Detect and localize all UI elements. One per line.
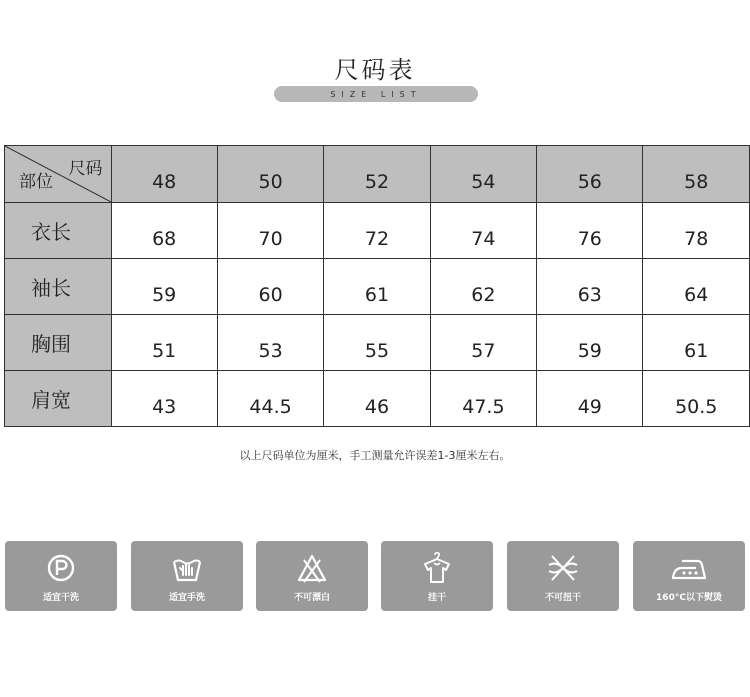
corner-cell xyxy=(5,146,112,203)
care-label: 160°C以下熨烫 xyxy=(656,593,722,603)
table-cell: 72 xyxy=(324,203,430,259)
table-cell: 60 xyxy=(217,259,323,315)
care-card-hand-wash xyxy=(131,541,243,611)
table-cell: 62 xyxy=(430,259,536,315)
table-cell: 47.5 xyxy=(430,371,536,427)
table-cell: 59 xyxy=(111,259,217,315)
table-cell: 78 xyxy=(643,203,750,259)
row-label: 衣长 xyxy=(5,203,112,259)
table-cell: 61 xyxy=(643,315,750,371)
no-bleach-icon xyxy=(256,551,368,585)
table-cell: 53 xyxy=(217,315,323,371)
care-label: 适宜干洗 xyxy=(42,593,79,603)
table-row xyxy=(5,259,750,315)
subtitle-text: SIZE LIST xyxy=(330,89,422,99)
table-cell: 46 xyxy=(324,371,430,427)
table-cell: 63 xyxy=(537,259,643,315)
care-label: 不可漂白 xyxy=(293,593,330,603)
table-cell: 68 xyxy=(111,203,217,259)
table-cell: 49 xyxy=(537,371,643,427)
table-cell: 50.5 xyxy=(643,371,750,427)
iron-icon xyxy=(633,551,745,585)
care-label: 挂干 xyxy=(427,593,446,603)
size-table xyxy=(4,145,750,427)
table-row xyxy=(5,203,750,259)
table-row xyxy=(5,315,750,371)
row-label: 胸围 xyxy=(5,315,112,371)
corner-part-label: 部位 xyxy=(19,172,53,192)
dry-clean-icon xyxy=(5,551,117,585)
care-label: 不可扭干 xyxy=(544,593,581,603)
size-header: 48 xyxy=(111,146,217,203)
size-header: 50 xyxy=(217,146,323,203)
hang-dry-icon xyxy=(381,551,493,585)
table-cell: 61 xyxy=(324,259,430,315)
table-cell: 43 xyxy=(111,371,217,427)
size-header: 56 xyxy=(537,146,643,203)
measurement-note: 以上尺码单位为厘米，手工测量允许误差1-3厘米左右。 xyxy=(239,449,511,462)
care-card-no-bleach xyxy=(256,541,368,611)
care-card-dry-clean xyxy=(5,541,117,611)
table-cell: 70 xyxy=(217,203,323,259)
table-cell: 59 xyxy=(537,315,643,371)
size-header-row xyxy=(5,146,750,203)
table-cell: 44.5 xyxy=(217,371,323,427)
table-cell: 64 xyxy=(643,259,750,315)
hand-wash-icon xyxy=(131,551,243,585)
care-label: 适宜手洗 xyxy=(168,593,205,603)
care-card-iron xyxy=(633,541,745,611)
row-label: 肩宽 xyxy=(5,371,112,427)
corner-size-label: 尺码 xyxy=(68,159,103,179)
table-cell: 55 xyxy=(324,315,430,371)
size-header: 52 xyxy=(324,146,430,203)
row-label: 袖长 xyxy=(5,259,112,315)
no-wring-icon xyxy=(507,551,619,585)
subtitle-pill xyxy=(274,86,478,102)
care-card-hang-dry xyxy=(381,541,493,611)
table-row xyxy=(5,371,750,427)
size-header: 58 xyxy=(643,146,750,203)
table-cell: 74 xyxy=(430,203,536,259)
care-card-no-wring xyxy=(507,541,619,611)
page-title: 尺码表 xyxy=(334,56,416,84)
table-cell: 76 xyxy=(537,203,643,259)
table-cell: 51 xyxy=(111,315,217,371)
size-header: 54 xyxy=(430,146,536,203)
table-cell: 57 xyxy=(430,315,536,371)
